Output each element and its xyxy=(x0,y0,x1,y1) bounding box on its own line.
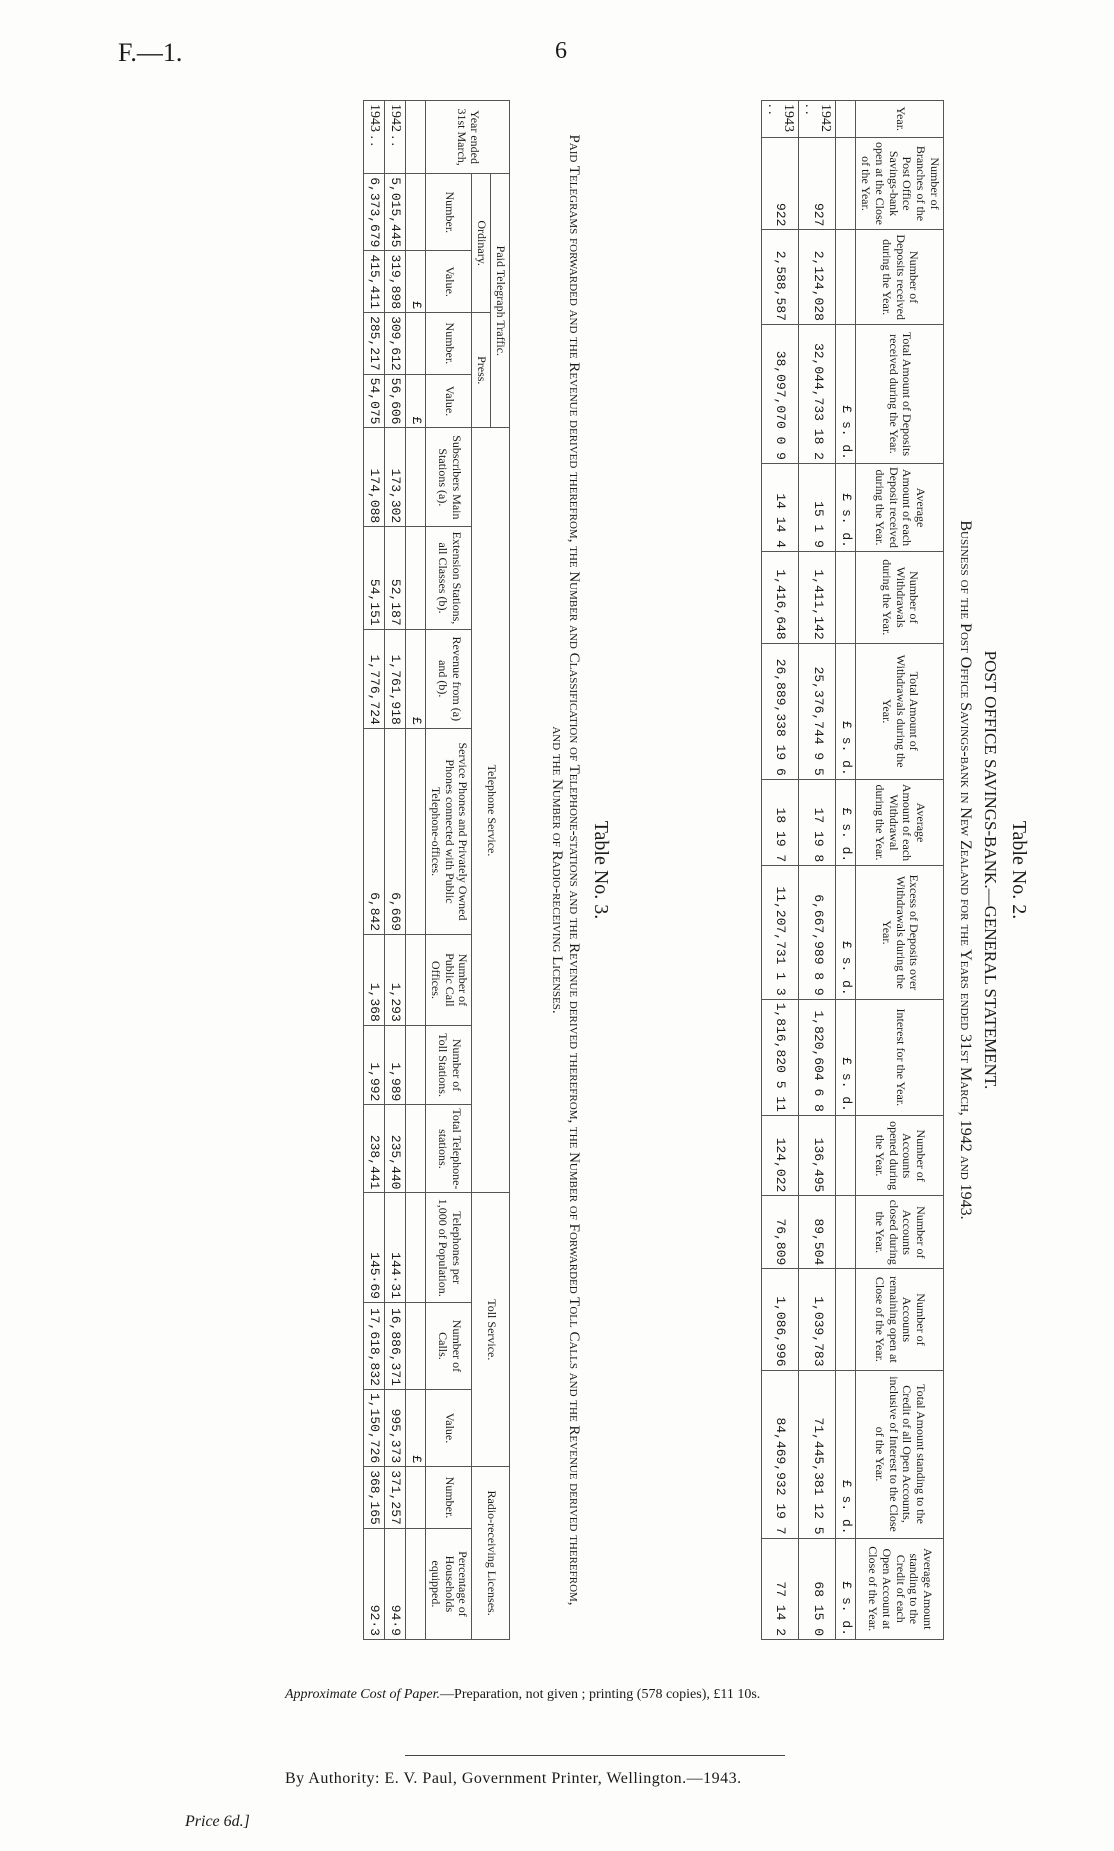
table2-unit-cell: £ s. d. xyxy=(836,779,856,865)
table3-col-header: Telephones per 1,000 of Population. xyxy=(426,1193,472,1303)
table-cell: 11,207,731 1 3 xyxy=(761,866,798,999)
table3-group-row-1 xyxy=(491,101,510,1640)
table-row xyxy=(761,101,798,1640)
table3-header-row xyxy=(426,101,472,1640)
table2-label: Table No. 2. xyxy=(1008,820,1030,920)
table2-col-header: Number of Withdrawals during the Year. xyxy=(856,551,944,643)
table2-unit-cell xyxy=(836,551,856,643)
table2-unit-cell: £ s. d. xyxy=(836,999,856,1115)
table2-col-header: Interest for the Year. xyxy=(856,999,944,1115)
table-cell: 1,411,142 xyxy=(799,551,836,643)
table3-subtitle: Paid Telegrams forwarded and the Revenue derived therefrom, the Number and Classification of Telephone-stations and the Revenue derived therefrom, the Number of Forwarded Toll Calls and the Revenue derived therefrom, and the Number of Radio-receiving Licenses. xyxy=(549,134,582,1606)
table3-unit-cell xyxy=(406,527,426,629)
table-cell: 54,075 xyxy=(363,374,384,428)
table2-col-header: Excess of Deposits over Withdrawals during the Year. xyxy=(856,866,944,999)
telephone-group-header: Telephone Service. xyxy=(472,428,510,1193)
table-cell: 1,368 xyxy=(363,935,384,1026)
table3-col-header: Number of Toll Stations. xyxy=(426,1025,472,1105)
toll-group-header: Toll Service. xyxy=(472,1193,510,1467)
table3-unit-cell xyxy=(406,1025,426,1105)
price-note: Price 6d.] xyxy=(185,1813,250,1830)
table-cell: 927 xyxy=(799,137,836,230)
press-group-header: Press. xyxy=(472,313,491,428)
table3-col-header: Value. xyxy=(426,1389,472,1466)
table3-col-header: Value. xyxy=(426,251,472,313)
table-cell: 1,820,604 6 8 xyxy=(799,999,836,1115)
table2-col-header: Average Amount of each Deposit received during the Year. xyxy=(856,463,944,551)
table3-unit-cell: £ xyxy=(406,251,426,313)
table-row xyxy=(363,101,384,1640)
table-cell: 16,886,371 xyxy=(384,1302,405,1389)
table2-unit-cell xyxy=(836,1115,856,1195)
table-cell: 32,044,733 18 2 xyxy=(799,324,836,463)
table3-unit-cell xyxy=(406,1302,426,1389)
table3-unit-cell xyxy=(406,174,426,251)
table-cell: 1,989 xyxy=(384,1025,405,1105)
table-cell: 1,761,918 xyxy=(384,629,405,728)
paper-cost-label: Approximate Cost of Paper. xyxy=(285,1687,441,1702)
table-cell: 1,416,648 xyxy=(761,551,798,643)
table3-unit-cell xyxy=(406,1467,426,1529)
table-cell: 68 15 0 xyxy=(799,1538,836,1639)
table3-unit-cell xyxy=(406,313,426,375)
paper-cost-text: —Preparation, not given ; printing (578 copies), £11 10s. xyxy=(440,1687,761,1702)
table-cell: 6,667,989 8 9 xyxy=(799,866,836,999)
table2-col-header: Number of Deposits received during the Year. xyxy=(856,230,944,325)
table3-col-header: Extension Stations, all Classes (b). xyxy=(426,527,472,629)
table-cell: 77 14 2 xyxy=(761,1538,798,1639)
table-cell: 92·3 xyxy=(363,1528,384,1639)
table-cell: 18 19 7 xyxy=(761,779,798,865)
table-cell: 235,440 xyxy=(384,1105,405,1193)
table-cell: 124,022 xyxy=(761,1115,798,1195)
table-cell: 995,373 xyxy=(384,1389,405,1466)
table3-unit-cell xyxy=(406,935,426,1026)
table3-unit-cell xyxy=(406,428,426,527)
table-cell: 285,217 xyxy=(363,313,384,375)
telegraph-group-header: Paid Telegraph Traffic. xyxy=(491,174,510,428)
table3-col-header: Number. xyxy=(426,1467,472,1529)
table2-col-header: Total Amount of Deposits received during the Year. xyxy=(856,324,944,463)
table3-col-header: Number of Public Call Offices. xyxy=(426,935,472,1026)
table3-unit-cell xyxy=(406,1193,426,1303)
table2-unit-cell xyxy=(836,101,856,138)
table2-col-header: Average Amount standing to the Credit of each Open Account at Close of the Year. xyxy=(856,1538,944,1639)
table-cell: 5,015,445 xyxy=(384,174,405,251)
table-cell: 17,618,832 xyxy=(363,1302,384,1389)
table2-col-header: Number of Accounts opened during the Year. xyxy=(856,1115,944,1195)
table3-col-header: Subscribers Main Stations (a). xyxy=(426,428,472,527)
table-cell: 25,376,744 9 5 xyxy=(799,643,836,779)
table3-label: Table No. 3. xyxy=(590,820,612,920)
table3-unit-cell xyxy=(406,101,426,174)
table-cell: 145·69 xyxy=(363,1193,384,1303)
table2-subtitle: Business of the Post Office Savings-bank in New Zealand for the Years ended 31st March, 1942 and 1943. xyxy=(957,520,974,1220)
table-cell: 2,588,587 xyxy=(761,230,798,325)
table2-unit-cell: £ s. d. xyxy=(836,643,856,779)
table-cell: 174,088 xyxy=(363,428,384,527)
table2-units-row xyxy=(836,101,856,1640)
table-cell: 2,124,028 xyxy=(799,230,836,325)
table3-unit-cell: £ xyxy=(406,1389,426,1466)
table3-unit-cell: £ xyxy=(406,374,426,428)
table-cell: 1,293 xyxy=(384,935,405,1026)
table2-unit-cell: £ s. d. xyxy=(836,463,856,551)
table2-col-header: Number of Accounts closed during the Year. xyxy=(856,1196,944,1269)
telegraph-telephone-table xyxy=(363,100,510,1640)
table3-unit-cell xyxy=(406,1105,426,1193)
table2-unit-cell xyxy=(836,1269,856,1370)
page-number: 6 xyxy=(555,38,567,64)
table-cell: 1,039,783 xyxy=(799,1269,836,1370)
table-cell: 309,612 xyxy=(384,313,405,375)
table3-col-header: Total Telephone-stations. xyxy=(426,1105,472,1193)
document-code: F.—1. xyxy=(118,38,183,67)
table-cell: 54,151 xyxy=(363,527,384,629)
table-cell: 1,776,724 xyxy=(363,629,384,728)
table3-col-header: Value. xyxy=(426,374,472,428)
row-year: 1943 . . xyxy=(761,101,798,138)
table3-col-header: Percentage of Households equipped. xyxy=(426,1528,472,1639)
row-year: 1942 . . xyxy=(799,101,836,138)
table-cell: 71,445,381 12 5 xyxy=(799,1370,836,1538)
table2-unit-cell: £ s. d. xyxy=(836,866,856,999)
table3-year-header: Year ended 31st March, xyxy=(426,101,510,174)
table-cell: 368,165 xyxy=(363,1467,384,1529)
table2-title: POST OFFICE SAVINGS-BANK.—GENERAL STATEMENT. xyxy=(981,650,1000,1090)
paper-cost-note xyxy=(285,1687,760,1703)
table2-unit-cell: £ s. d. xyxy=(836,1538,856,1639)
table-cell: 89,504 xyxy=(799,1196,836,1269)
table-cell: 415,411 xyxy=(363,251,384,313)
table-cell: 922 xyxy=(761,137,798,230)
table-cell: 56,606 xyxy=(384,374,405,428)
table2-col-header: Year. xyxy=(856,101,944,138)
table-cell: 238,441 xyxy=(363,1105,384,1193)
table-cell: 319,898 xyxy=(384,251,405,313)
printer-authority: By Authority: E. V. Paul, Government Printer, Wellington.—1943. xyxy=(285,1770,742,1787)
table2-col-header: Number of Accounts remaining open at Close of the Year. xyxy=(856,1269,944,1370)
table-cell: 15 1 9 xyxy=(799,463,836,551)
table-cell: 173,302 xyxy=(384,428,405,527)
table2-col-header: Average Amount of each Withdrawal during the Year. xyxy=(856,779,944,865)
table-cell: 136,495 xyxy=(799,1115,836,1195)
table-cell: 6,842 xyxy=(363,728,384,934)
table3-units-row xyxy=(406,101,426,1640)
table-cell: 1,150,726 xyxy=(363,1389,384,1466)
table-cell: 6,373,679 xyxy=(363,174,384,251)
table3-unit-cell xyxy=(406,728,426,934)
savings-bank-table xyxy=(761,100,944,1640)
table3-unit-cell: £ xyxy=(406,629,426,728)
table2-unit-cell xyxy=(836,137,856,230)
footer-rule xyxy=(405,1755,785,1756)
row-year: 1943 . . xyxy=(363,101,384,174)
table-cell: 94·9 xyxy=(384,1528,405,1639)
table2-unit-cell: £ s. d. xyxy=(836,1370,856,1538)
table-cell: 84,469,932 19 7 xyxy=(761,1370,798,1538)
table-cell: 1,992 xyxy=(363,1025,384,1105)
table3-unit-cell xyxy=(406,1528,426,1639)
table-cell: 76,809 xyxy=(761,1196,798,1269)
radio-group-header: Radio-receiving Licenses. xyxy=(472,1467,510,1640)
table2-col-header: Number of Branches of the Post Office Savings-bank open at the Close of the Year. xyxy=(856,137,944,230)
table-cell: 6,669 xyxy=(384,728,405,934)
table-cell: 17 19 8 xyxy=(799,779,836,865)
rotated-tables xyxy=(80,90,1030,1650)
table-row xyxy=(384,101,405,1640)
table-cell: 371,257 xyxy=(384,1467,405,1529)
table-cell: 144·31 xyxy=(384,1193,405,1303)
table-cell: 1,816,820 5 11 xyxy=(761,999,798,1115)
table3-col-header: Revenue from (a) and (b). xyxy=(426,629,472,728)
table-cell: 26,889,338 19 6 xyxy=(761,643,798,779)
table2-unit-cell xyxy=(836,230,856,325)
table3-col-header: Number of Calls. xyxy=(426,1302,472,1389)
table2-unit-cell xyxy=(836,1196,856,1269)
table-cell: 52,187 xyxy=(384,527,405,629)
table-row xyxy=(799,101,836,1640)
table2-col-header: Total Amount standing to the Credit of all Open Accounts, inclusive of Interest to the Close of the Year. xyxy=(856,1370,944,1538)
table-cell: 14 14 4 xyxy=(761,463,798,551)
table3-col-header: Service Phones and Privately Owned Phones connected with Public Telephone-offices. xyxy=(426,728,472,934)
table2-unit-cell: £ s. d. xyxy=(836,324,856,463)
table3-col-header: Number. xyxy=(426,174,472,251)
table-cell: 38,097,070 0 9 xyxy=(761,324,798,463)
table2-header-row xyxy=(856,101,944,1640)
table2-col-header: Total Amount of Withdrawals during the Year. xyxy=(856,643,944,779)
table3-col-header: Number. xyxy=(426,313,472,375)
row-year: 1942 . . xyxy=(384,101,405,174)
ordinary-group-header: Ordinary. xyxy=(472,174,491,313)
table-cell: 1,086,996 xyxy=(761,1269,798,1370)
